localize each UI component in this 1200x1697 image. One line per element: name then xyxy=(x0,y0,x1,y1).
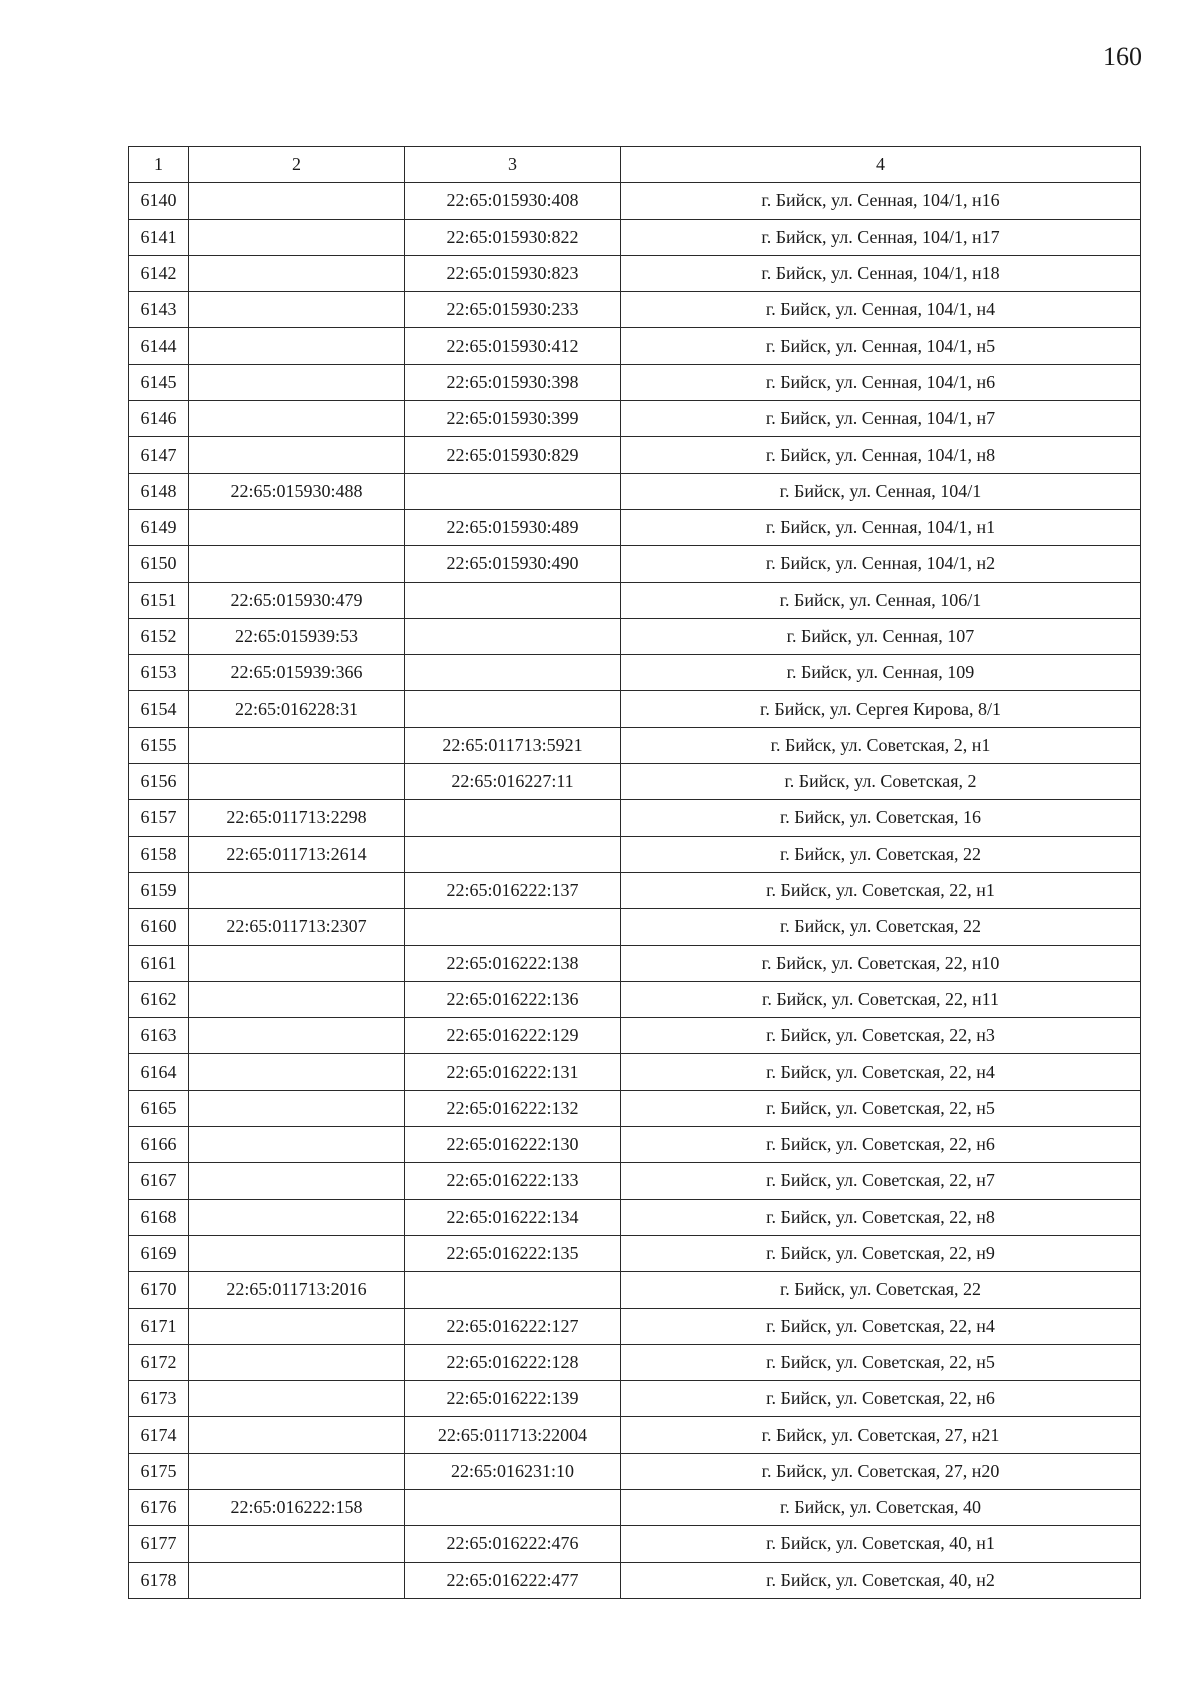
row-number-cell: 6164 xyxy=(129,1054,189,1090)
header-col-2: 2 xyxy=(189,147,405,183)
address-cell: г. Бийск, ул. Советская, 22, н11 xyxy=(621,981,1141,1017)
row-number-cell: 6169 xyxy=(129,1235,189,1271)
address-cell: г. Бийск, ул. Сенная, 104/1, н4 xyxy=(621,292,1141,328)
table-row xyxy=(129,1417,1141,1453)
table-row xyxy=(129,546,1141,582)
address-cell: г. Бийск, ул. Сенная, 107 xyxy=(621,618,1141,654)
address-cell: г. Бийск, ул. Сенная, 104/1, н8 xyxy=(621,437,1141,473)
premises-cadastral-cell xyxy=(405,909,621,945)
premises-cadastral-cell: 22:65:016222:131 xyxy=(405,1054,621,1090)
row-number-cell: 6171 xyxy=(129,1308,189,1344)
cadastral-number-cell xyxy=(189,1235,405,1271)
cadastral-number-cell xyxy=(189,945,405,981)
cadastral-number-cell xyxy=(189,328,405,364)
table-row xyxy=(129,1090,1141,1126)
table-row xyxy=(129,1163,1141,1199)
premises-cadastral-cell xyxy=(405,655,621,691)
address-cell: г. Бийск, ул. Сенная, 104/1, н1 xyxy=(621,509,1141,545)
table-row xyxy=(129,437,1141,473)
table-row xyxy=(129,800,1141,836)
address-cell: г. Бийск, ул. Советская, 2 xyxy=(621,764,1141,800)
cadastral-number-cell xyxy=(189,1417,405,1453)
row-number-cell: 6162 xyxy=(129,981,189,1017)
cadastral-number-cell xyxy=(189,1308,405,1344)
registry-table-container xyxy=(128,146,1140,1599)
row-number-cell: 6178 xyxy=(129,1562,189,1598)
cadastral-number-cell xyxy=(189,1344,405,1380)
premises-cadastral-cell xyxy=(405,473,621,509)
table-row xyxy=(129,1453,1141,1489)
cadastral-number-cell xyxy=(189,219,405,255)
cadastral-number-cell xyxy=(189,401,405,437)
cadastral-number-cell xyxy=(189,364,405,400)
premises-cadastral-cell: 22:65:015930:822 xyxy=(405,219,621,255)
row-number-cell: 6160 xyxy=(129,909,189,945)
cadastral-number-cell xyxy=(189,764,405,800)
address-cell: г. Бийск, ул. Советская, 22, н10 xyxy=(621,945,1141,981)
row-number-cell: 6166 xyxy=(129,1127,189,1163)
cadastral-number-cell xyxy=(189,183,405,219)
address-cell: г. Бийск, ул. Советская, 16 xyxy=(621,800,1141,836)
row-number-cell: 6175 xyxy=(129,1453,189,1489)
row-number-cell: 6157 xyxy=(129,800,189,836)
row-number-cell: 6172 xyxy=(129,1344,189,1380)
row-number-cell: 6158 xyxy=(129,836,189,872)
table-row xyxy=(129,1489,1141,1525)
row-number-cell: 6155 xyxy=(129,727,189,763)
table-row xyxy=(129,1344,1141,1380)
cadastral-number-cell: 22:65:011713:2614 xyxy=(189,836,405,872)
address-cell: г. Бийск, ул. Советская, 22, н4 xyxy=(621,1054,1141,1090)
premises-cadastral-cell: 22:65:016222:130 xyxy=(405,1127,621,1163)
address-cell: г. Бийск, ул. Советская, 40 xyxy=(621,1489,1141,1525)
table-row xyxy=(129,1199,1141,1235)
premises-cadastral-cell xyxy=(405,1272,621,1308)
premises-cadastral-cell: 22:65:015930:233 xyxy=(405,292,621,328)
address-cell: г. Бийск, ул. Советская, 27, н21 xyxy=(621,1417,1141,1453)
table-row xyxy=(129,1381,1141,1417)
cadastral-number-cell xyxy=(189,1526,405,1562)
table-row xyxy=(129,981,1141,1017)
row-number-cell: 6165 xyxy=(129,1090,189,1126)
premises-cadastral-cell: 22:65:016222:132 xyxy=(405,1090,621,1126)
address-cell: г. Бийск, ул. Советская, 40, н1 xyxy=(621,1526,1141,1562)
address-cell: г. Бийск, ул. Сенная, 104/1, н6 xyxy=(621,364,1141,400)
address-cell: г. Бийск, ул. Советская, 22, н1 xyxy=(621,872,1141,908)
table-row xyxy=(129,872,1141,908)
address-cell: г. Бийск, ул. Сенная, 104/1, н18 xyxy=(621,255,1141,291)
row-number-cell: 6150 xyxy=(129,546,189,582)
header-col-3: 3 xyxy=(405,147,621,183)
address-cell: г. Бийск, ул. Сенная, 106/1 xyxy=(621,582,1141,618)
table-row xyxy=(129,1526,1141,1562)
premises-cadastral-cell: 22:65:015930:399 xyxy=(405,401,621,437)
cadastral-number-cell xyxy=(189,1018,405,1054)
address-cell: г. Бийск, ул. Советская, 22, н3 xyxy=(621,1018,1141,1054)
cadastral-number-cell xyxy=(189,1381,405,1417)
cadastral-number-cell xyxy=(189,981,405,1017)
cadastral-number-cell: 22:65:016222:158 xyxy=(189,1489,405,1525)
cadastral-number-cell xyxy=(189,546,405,582)
row-number-cell: 6177 xyxy=(129,1526,189,1562)
premises-cadastral-cell: 22:65:016222:137 xyxy=(405,872,621,908)
cadastral-number-cell xyxy=(189,292,405,328)
header-col-4: 4 xyxy=(621,147,1141,183)
premises-cadastral-cell: 22:65:015930:412 xyxy=(405,328,621,364)
address-cell: г. Бийск, ул. Сенная, 104/1, н17 xyxy=(621,219,1141,255)
address-cell: г. Бийск, ул. Советская, 22, н5 xyxy=(621,1344,1141,1380)
premises-cadastral-cell xyxy=(405,1489,621,1525)
premises-cadastral-cell: 22:65:016222:138 xyxy=(405,945,621,981)
table-row xyxy=(129,401,1141,437)
premises-cadastral-cell: 22:65:015930:490 xyxy=(405,546,621,582)
cadastral-number-cell: 22:65:011713:2307 xyxy=(189,909,405,945)
row-number-cell: 6154 xyxy=(129,691,189,727)
row-number-cell: 6143 xyxy=(129,292,189,328)
premises-cadastral-cell: 22:65:016222:136 xyxy=(405,981,621,1017)
address-cell: г. Бийск, ул. Советская, 22, н7 xyxy=(621,1163,1141,1199)
row-number-cell: 6167 xyxy=(129,1163,189,1199)
row-number-cell: 6145 xyxy=(129,364,189,400)
table-row xyxy=(129,183,1141,219)
address-cell: г. Бийск, ул. Советская, 22 xyxy=(621,1272,1141,1308)
table-row xyxy=(129,1127,1141,1163)
premises-cadastral-cell: 22:65:015930:398 xyxy=(405,364,621,400)
table-header-row xyxy=(129,147,1141,183)
table-body xyxy=(129,183,1141,1599)
table-row xyxy=(129,1054,1141,1090)
row-number-cell: 6170 xyxy=(129,1272,189,1308)
table-row xyxy=(129,509,1141,545)
row-number-cell: 6159 xyxy=(129,872,189,908)
address-cell: г. Бийск, ул. Советская, 22, н8 xyxy=(621,1199,1141,1235)
row-number-cell: 6141 xyxy=(129,219,189,255)
address-cell: г. Бийск, ул. Советская, 27, н20 xyxy=(621,1453,1141,1489)
row-number-cell: 6176 xyxy=(129,1489,189,1525)
row-number-cell: 6140 xyxy=(129,183,189,219)
cadastral-number-cell: 22:65:015930:488 xyxy=(189,473,405,509)
premises-cadastral-cell: 22:65:016222:129 xyxy=(405,1018,621,1054)
row-number-cell: 6174 xyxy=(129,1417,189,1453)
cadastral-number-cell: 22:65:015930:479 xyxy=(189,582,405,618)
cadastral-number-cell: 22:65:011713:2298 xyxy=(189,800,405,836)
premises-cadastral-cell: 22:65:016222:128 xyxy=(405,1344,621,1380)
cadastral-number-cell xyxy=(189,1163,405,1199)
premises-cadastral-cell: 22:65:015930:489 xyxy=(405,509,621,545)
address-cell: г. Бийск, ул. Сенная, 104/1, н7 xyxy=(621,401,1141,437)
premises-cadastral-cell: 22:65:011713:5921 xyxy=(405,727,621,763)
table-row xyxy=(129,727,1141,763)
row-number-cell: 6153 xyxy=(129,655,189,691)
table-row xyxy=(129,328,1141,364)
address-cell: г. Бийск, ул. Сенная, 104/1 xyxy=(621,473,1141,509)
row-number-cell: 6146 xyxy=(129,401,189,437)
cadastral-number-cell xyxy=(189,727,405,763)
table-row xyxy=(129,1235,1141,1271)
row-number-cell: 6168 xyxy=(129,1199,189,1235)
cadastral-number-cell xyxy=(189,1127,405,1163)
table-row xyxy=(129,836,1141,872)
address-cell: г. Бийск, ул. Советская, 22, н6 xyxy=(621,1381,1141,1417)
cadastral-number-cell xyxy=(189,437,405,473)
address-cell: г. Бийск, ул. Советская, 22 xyxy=(621,909,1141,945)
table-row xyxy=(129,1018,1141,1054)
registry-table xyxy=(128,146,1141,1599)
row-number-cell: 6156 xyxy=(129,764,189,800)
cadastral-number-cell: 22:65:015939:53 xyxy=(189,618,405,654)
premises-cadastral-cell: 22:65:015930:829 xyxy=(405,437,621,473)
row-number-cell: 6173 xyxy=(129,1381,189,1417)
cadastral-number-cell xyxy=(189,1090,405,1126)
table-row xyxy=(129,1308,1141,1344)
table-row xyxy=(129,764,1141,800)
table-row xyxy=(129,473,1141,509)
cadastral-number-cell xyxy=(189,255,405,291)
table-row xyxy=(129,292,1141,328)
address-cell: г. Бийск, ул. Советская, 22, н6 xyxy=(621,1127,1141,1163)
premises-cadastral-cell: 22:65:016222:133 xyxy=(405,1163,621,1199)
row-number-cell: 6163 xyxy=(129,1018,189,1054)
premises-cadastral-cell: 22:65:016222:134 xyxy=(405,1199,621,1235)
address-cell: г. Бийск, ул. Советская, 22, н4 xyxy=(621,1308,1141,1344)
row-number-cell: 6148 xyxy=(129,473,189,509)
table-row xyxy=(129,582,1141,618)
cadastral-number-cell xyxy=(189,1054,405,1090)
cadastral-number-cell xyxy=(189,509,405,545)
table-row xyxy=(129,691,1141,727)
row-number-cell: 6144 xyxy=(129,328,189,364)
row-number-cell: 6152 xyxy=(129,618,189,654)
cadastral-number-cell xyxy=(189,872,405,908)
premises-cadastral-cell: 22:65:015930:408 xyxy=(405,183,621,219)
table-row xyxy=(129,909,1141,945)
address-cell: г. Бийск, ул. Сенная, 104/1, н16 xyxy=(621,183,1141,219)
row-number-cell: 6151 xyxy=(129,582,189,618)
table-row xyxy=(129,364,1141,400)
cadastral-number-cell: 22:65:011713:2016 xyxy=(189,1272,405,1308)
address-cell: г. Бийск, ул. Советская, 22 xyxy=(621,836,1141,872)
premises-cadastral-cell xyxy=(405,836,621,872)
table-row xyxy=(129,1272,1141,1308)
table-row xyxy=(129,219,1141,255)
premises-cadastral-cell: 22:65:016222:139 xyxy=(405,1381,621,1417)
address-cell: г. Бийск, ул. Сенная, 104/1, н2 xyxy=(621,546,1141,582)
cadastral-number-cell: 22:65:015939:366 xyxy=(189,655,405,691)
address-cell: г. Бийск, ул. Сенная, 104/1, н5 xyxy=(621,328,1141,364)
premises-cadastral-cell xyxy=(405,691,621,727)
premises-cadastral-cell xyxy=(405,618,621,654)
table-row xyxy=(129,945,1141,981)
cadastral-number-cell xyxy=(189,1562,405,1598)
premises-cadastral-cell: 22:65:015930:823 xyxy=(405,255,621,291)
address-cell: г. Бийск, ул. Сенная, 109 xyxy=(621,655,1141,691)
address-cell: г. Бийск, ул. Сергея Кирова, 8/1 xyxy=(621,691,1141,727)
premises-cadastral-cell xyxy=(405,800,621,836)
row-number-cell: 6142 xyxy=(129,255,189,291)
premises-cadastral-cell: 22:65:016222:476 xyxy=(405,1526,621,1562)
premises-cadastral-cell: 22:65:016227:11 xyxy=(405,764,621,800)
cadastral-number-cell xyxy=(189,1199,405,1235)
premises-cadastral-cell: 22:65:016222:127 xyxy=(405,1308,621,1344)
row-number-cell: 6149 xyxy=(129,509,189,545)
cadastral-number-cell xyxy=(189,1453,405,1489)
premises-cadastral-cell xyxy=(405,582,621,618)
row-number-cell: 6147 xyxy=(129,437,189,473)
address-cell: г. Бийск, ул. Советская, 22, н5 xyxy=(621,1090,1141,1126)
premises-cadastral-cell: 22:65:016222:135 xyxy=(405,1235,621,1271)
premises-cadastral-cell: 22:65:011713:22004 xyxy=(405,1417,621,1453)
table-row xyxy=(129,1562,1141,1598)
premises-cadastral-cell: 22:65:016222:477 xyxy=(405,1562,621,1598)
address-cell: г. Бийск, ул. Советская, 22, н9 xyxy=(621,1235,1141,1271)
premises-cadastral-cell: 22:65:016231:10 xyxy=(405,1453,621,1489)
row-number-cell: 6161 xyxy=(129,945,189,981)
header-col-1: 1 xyxy=(129,147,189,183)
table-row xyxy=(129,655,1141,691)
page-number: 160 xyxy=(1103,42,1142,71)
table-row xyxy=(129,255,1141,291)
cadastral-number-cell: 22:65:016228:31 xyxy=(189,691,405,727)
table-row xyxy=(129,618,1141,654)
address-cell: г. Бийск, ул. Советская, 2, н1 xyxy=(621,727,1141,763)
address-cell: г. Бийск, ул. Советская, 40, н2 xyxy=(621,1562,1141,1598)
